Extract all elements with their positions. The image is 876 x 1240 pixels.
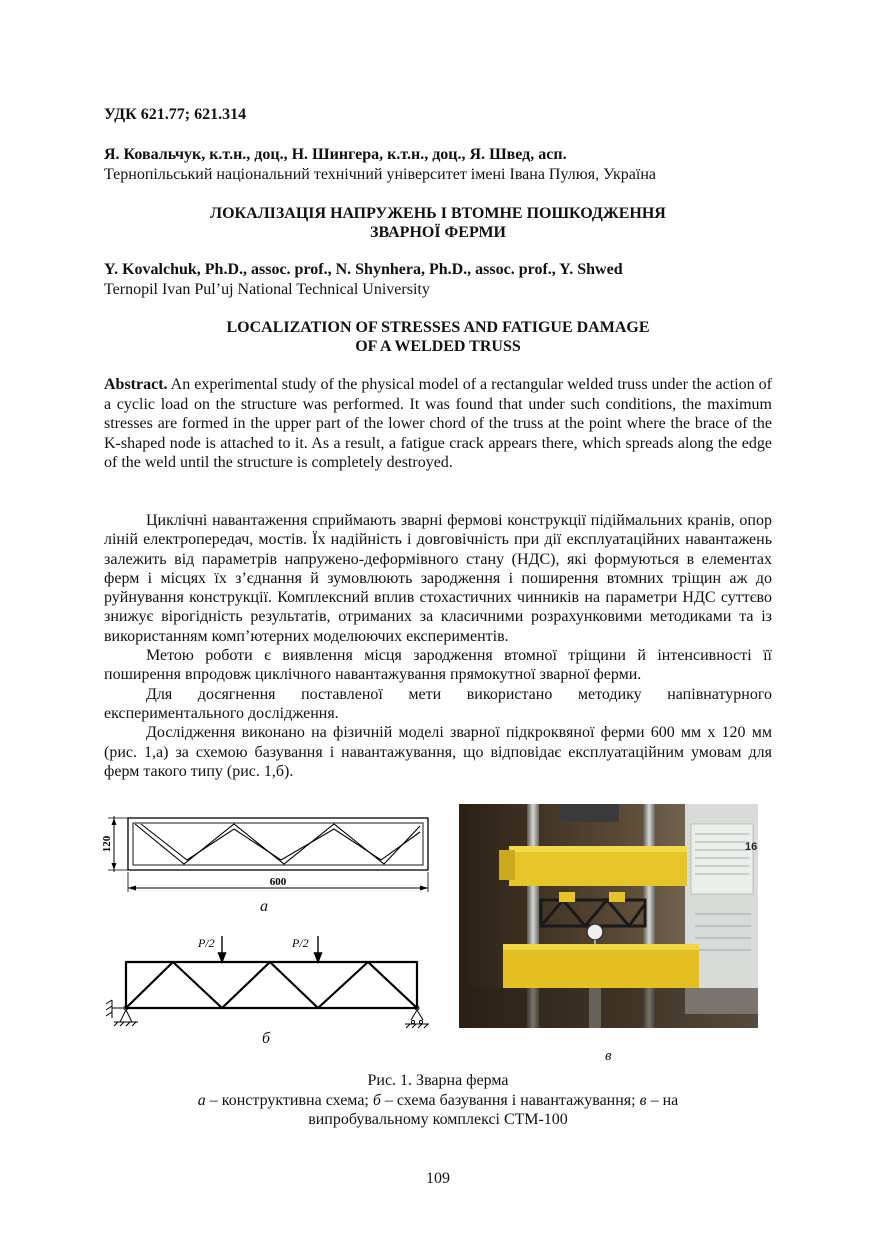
paragraph-4: Дослідження виконано на фізичній моделі зварної підкроквяної ферми 600 мм х 120 мм (рис. 1,а) за схемою базування і навантажування, що відповідає експлуатаційним умовам для ферм такого типу (рис. 1,б). — [104, 724, 772, 780]
title-english-line2: OF A WELDED TRUSS — [355, 338, 521, 355]
title-ukrainian-line2: ЗВАРНОЇ ФЕРМИ — [370, 224, 506, 241]
load-right-label: P/2 — [292, 936, 309, 950]
figure-v-label: в — [605, 1048, 612, 1064]
dim-height-label: 120 — [101, 835, 113, 853]
paragraph-1: Циклічні навантаження сприймають зварні фермові конструкції підіймальних кранів, опор ліній електропередач, мостів. Їх надійність і довговічність при дії експлуатаційних навантажень залежить від параметрів напружено-деформівного стану (НДС), які формуються в елементах ферм і місцях їх з’єднання й зумовлюють зародження і поширення втомних тріщин аж до руйнування конструкції. Комплексний вплив стохастичних чинників на параметри НДС суттєво знижує вірогідність результатів, отриманих за класичними розрахунковими методиками та із використанням комп’ютерних моделюючих експериментів. — [104, 512, 772, 645]
udc-code: УДК 621.77; 621.314 — [104, 106, 247, 123]
paragraph-2: Метою роботи є виявлення місця зародження втомної тріщини й інтенсивності її поширення впродовж циклічного навантажування прямокутної зварної ферми. — [104, 647, 772, 684]
load-left-label: P/2 — [198, 936, 215, 950]
test-machine-photo — [459, 804, 758, 1028]
paragraph-3: Для досягнення поставленої мети використано методику напівнатурного експериментального дослідження. — [104, 685, 772, 722]
title-english — [104, 318, 772, 356]
caption-title: Рис. 1. Зварна ферма — [367, 1072, 509, 1089]
caption-a-text: – конструктивна схема; — [205, 1091, 373, 1109]
figure-b-label: б — [262, 1030, 271, 1047]
title-ukrainian — [104, 204, 772, 242]
caption-v-key: в — [639, 1091, 647, 1109]
caption-b-text: – схема базування і навантажування; — [380, 1091, 640, 1109]
title-english-line1: LOCALIZATION OF STRESSES AND FATIGUE DAMAGE — [226, 319, 650, 336]
caption-line3: випробувальному комплексі СТМ-100 — [308, 1111, 568, 1128]
page-number: 109 — [426, 1170, 450, 1187]
affiliation-english: Ternopil Ivan Pul’uj National Technical University — [104, 281, 430, 298]
caption-v-text: – на — [646, 1091, 679, 1109]
authors-ukrainian: Я. Ковальчук, к.т.н., доц., Н. Шингера, к.т.н., доц., Я. Швед, асп. — [104, 146, 567, 163]
figure-caption — [104, 1071, 772, 1130]
photo-board-number: 16 — [745, 841, 758, 853]
left-support — [106, 1000, 138, 1026]
affiliation-ukrainian: Тернопільський національний технічний університет імені Івана Пулюя, Україна — [104, 166, 656, 183]
abstract-label: Abstract. — [104, 376, 168, 393]
caption-b-key: б — [372, 1091, 381, 1109]
caption-a-key: а — [197, 1091, 206, 1109]
truss-loading-scheme — [100, 934, 430, 1030]
title-ukrainian-line1: ЛОКАЛІЗАЦІЯ НАПРУЖЕНЬ І ВТОМНЕ ПОШКОДЖЕННЯ — [210, 205, 666, 222]
abstract — [104, 375, 772, 473]
caption-line2 — [104, 1091, 772, 1111]
dim-width-label: 600 — [269, 876, 287, 888]
right-support — [405, 1006, 429, 1028]
abstract-text: An experimental study of the physical model of a rectangular welded truss under the action of a cyclic load on the structure was performed. It was found that under such conditions, the maximum stresses are formed in the upper part of the lower chord of the truss at the point where the brace of the K-shaped node is attached to it. As a result, a fatigue crack appears there, which spreads along the edge of the weld until the structure is completely destroyed. — [104, 376, 772, 471]
authors-english: Y. Kovalchuk, Ph.D., assoc. prof., N. Shynhera, Ph.D., assoc. prof., Y. Shwed — [104, 261, 623, 278]
body-text — [104, 511, 772, 781]
figure-a-label: а — [260, 898, 268, 915]
